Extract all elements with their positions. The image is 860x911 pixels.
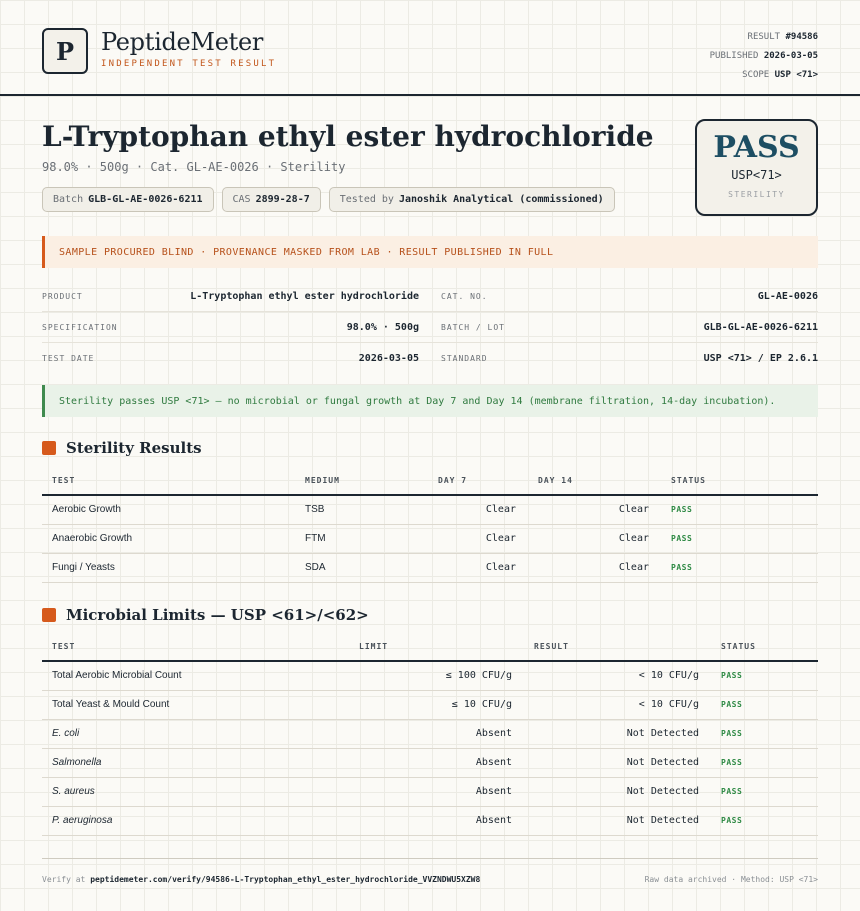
- status-badge: PASS: [661, 495, 818, 524]
- product-value: L-Tryptophan ethyl ester hydrochloride: [190, 290, 419, 302]
- test-cell: Fungi / Yeasts: [42, 553, 295, 582]
- batch-chip-label: Batch: [53, 194, 84, 205]
- col-status: STATUS: [661, 467, 818, 495]
- catno-label: CAT. NO.: [441, 291, 488, 301]
- tested-by-chip-value: Janoshik Analytical (commissioned): [398, 194, 604, 205]
- col-test: TEST: [42, 467, 295, 495]
- details-grid: [42, 281, 818, 374]
- verify-line: [42, 875, 480, 884]
- col-day14: DAY 14: [528, 467, 661, 495]
- standard-value: USP <71> / EP 2.6.1: [703, 353, 818, 364]
- page-subtitle: 98.0% · 500g · Cat. GL-AE-0026 · Sterility: [42, 160, 346, 174]
- page-title: L-Tryptophan ethyl ester hydrochloride: [42, 120, 654, 153]
- status-badge: PASS: [661, 553, 818, 582]
- result-summary: Sterility passes USP <71> — no microbial or fungal growth at Day 7 and Day 14 (membrane filtration, 14-day incubation).: [42, 385, 818, 417]
- test-cell: P. aeruginosa: [42, 806, 349, 835]
- status-badge: PASS: [711, 661, 818, 690]
- result-cell: < 10 CFU/g: [524, 661, 711, 690]
- section-marker-icon: [42, 441, 56, 455]
- meta-published: [710, 47, 818, 66]
- batch-label: BATCH / LOT: [441, 322, 505, 332]
- status-badge: PASS: [711, 690, 818, 719]
- report-meta: [710, 28, 818, 85]
- brand-tagline: INDEPENDENT TEST RESULT: [101, 59, 277, 69]
- verdict-word: PASS: [713, 130, 800, 165]
- cas-chip: [222, 187, 321, 212]
- brand-name: PeptideMeter: [101, 28, 264, 56]
- tested-by-chip: [329, 187, 615, 212]
- logo-letter: P: [55, 36, 75, 66]
- col-limit: LIMIT: [349, 633, 524, 661]
- cas-chip-value: 2899-28-7: [255, 194, 310, 205]
- cas-chip-label: CAS: [232, 194, 251, 205]
- limit-cell: ≤ 100 CFU/g: [349, 661, 524, 690]
- limit-cell: Absent: [349, 719, 524, 748]
- day7-cell: Clear: [428, 553, 528, 582]
- test-cell: E. coli: [42, 719, 349, 748]
- section-marker-icon: [42, 608, 56, 622]
- product-label: PRODUCT: [42, 291, 83, 301]
- date-label: TEST DATE: [42, 354, 95, 363]
- details-row: [42, 281, 818, 312]
- meta-scope-label: SCOPE: [742, 70, 770, 80]
- day7-cell: Clear: [428, 524, 528, 553]
- spec-value: 98.0% · 500g: [346, 321, 419, 333]
- microbial-section-header: [42, 606, 369, 624]
- table-row: [42, 777, 818, 806]
- batch-value: GLB-GL-AE-0026-6211: [703, 321, 818, 333]
- result-cell: < 10 CFU/g: [524, 690, 711, 719]
- status-badge: PASS: [711, 748, 818, 777]
- day14-cell: Clear: [528, 495, 661, 524]
- meta-result-label: RESULT: [747, 32, 781, 42]
- col-status: STATUS: [711, 633, 818, 661]
- verify-link[interactable]: peptidemeter.com/verify/94586-L-Tryptophan_ethyl_ester_hydrochloride_VVZNDWU5XZW8: [90, 875, 481, 884]
- test-cell: S. aureus: [42, 777, 349, 806]
- day7-cell: Clear: [428, 495, 528, 524]
- sterility-table: [42, 467, 818, 583]
- catno-field: [441, 291, 818, 302]
- status-badge: PASS: [711, 777, 818, 806]
- table-row: [42, 690, 818, 719]
- meta-scope-value: USP <71>: [774, 70, 818, 80]
- test-cell: Anaerobic Growth: [42, 524, 295, 553]
- table-row: [42, 661, 818, 690]
- procurement-notice: SAMPLE PROCURED BLIND · PROVENANCE MASKED FROM LAB · RESULT PUBLISHED IN FULL: [42, 236, 818, 268]
- result-cell: Not Detected: [524, 719, 711, 748]
- medium-cell: SDA: [295, 553, 428, 582]
- microbial-section-title: Microbial Limits — USP <61>/<62>: [66, 606, 369, 624]
- meta-published-label: PUBLISHED: [709, 51, 759, 61]
- meta-published-value: 2026-03-05: [763, 51, 818, 61]
- test-cell: Salmonella: [42, 748, 349, 777]
- sterility-section-title: Sterility Results: [66, 439, 202, 457]
- spec-label: SPECIFICATION: [42, 322, 118, 332]
- product-field: [42, 291, 419, 302]
- result-cell: Not Detected: [524, 806, 711, 835]
- meta-scope: [710, 66, 818, 85]
- result-cell: Not Detected: [524, 748, 711, 777]
- table-header-row: [42, 467, 818, 495]
- table-row: [42, 806, 818, 835]
- table-row: [42, 524, 818, 553]
- microbial-table: [42, 633, 818, 836]
- limit-cell: Absent: [349, 748, 524, 777]
- method-note: Raw data archived · Method: USP <71>: [644, 875, 818, 884]
- result-cell: Not Detected: [524, 777, 711, 806]
- status-badge: PASS: [711, 806, 818, 835]
- details-row: [42, 343, 818, 374]
- spec-field: [42, 322, 419, 333]
- verify-label: Verify at: [42, 875, 86, 884]
- report-footer: [42, 858, 818, 898]
- verdict-badge: [695, 119, 818, 216]
- standard-label: STANDARD: [441, 354, 488, 363]
- catno-value: GL-AE-0026: [757, 290, 818, 302]
- test-cell: Aerobic Growth: [42, 495, 295, 524]
- col-test: TEST: [42, 633, 349, 661]
- brand-logo: [42, 28, 88, 74]
- medium-cell: TSB: [295, 495, 428, 524]
- meta-result-value: #94586: [785, 32, 818, 42]
- date-value: 2026-03-05: [358, 353, 419, 364]
- status-badge: PASS: [711, 719, 818, 748]
- day14-cell: Clear: [528, 524, 661, 553]
- batch-chip: [42, 187, 214, 212]
- info-chips: [42, 187, 615, 212]
- batch-chip-value: GLB-GL-AE-0026-6211: [88, 194, 203, 205]
- test-cell: Total Aerobic Microbial Count: [42, 661, 349, 690]
- test-cell: Total Yeast & Mould Count: [42, 690, 349, 719]
- table-row: [42, 719, 818, 748]
- verdict-standard: USP<71>: [731, 168, 782, 182]
- day14-cell: Clear: [528, 553, 661, 582]
- limit-cell: ≤ 10 CFU/g: [349, 690, 524, 719]
- status-badge: PASS: [661, 524, 818, 553]
- limit-cell: Absent: [349, 777, 524, 806]
- report-header: [0, 0, 860, 96]
- batch-field: [441, 322, 818, 333]
- date-field: [42, 353, 419, 364]
- table-row: [42, 495, 818, 524]
- table-header-row: [42, 633, 818, 661]
- table-row: [42, 553, 818, 582]
- tested-by-chip-label: Tested by: [339, 194, 394, 205]
- table-row: [42, 748, 818, 777]
- details-row: [42, 312, 818, 343]
- col-result: RESULT: [524, 633, 711, 661]
- standard-field: [441, 353, 818, 364]
- limit-cell: Absent: [349, 806, 524, 835]
- verdict-category: STERILITY: [728, 190, 785, 199]
- col-day7: DAY 7: [428, 467, 528, 495]
- sterility-section-header: [42, 439, 202, 457]
- medium-cell: FTM: [295, 524, 428, 553]
- col-medium: MEDIUM: [295, 467, 428, 495]
- meta-result: [710, 28, 818, 47]
